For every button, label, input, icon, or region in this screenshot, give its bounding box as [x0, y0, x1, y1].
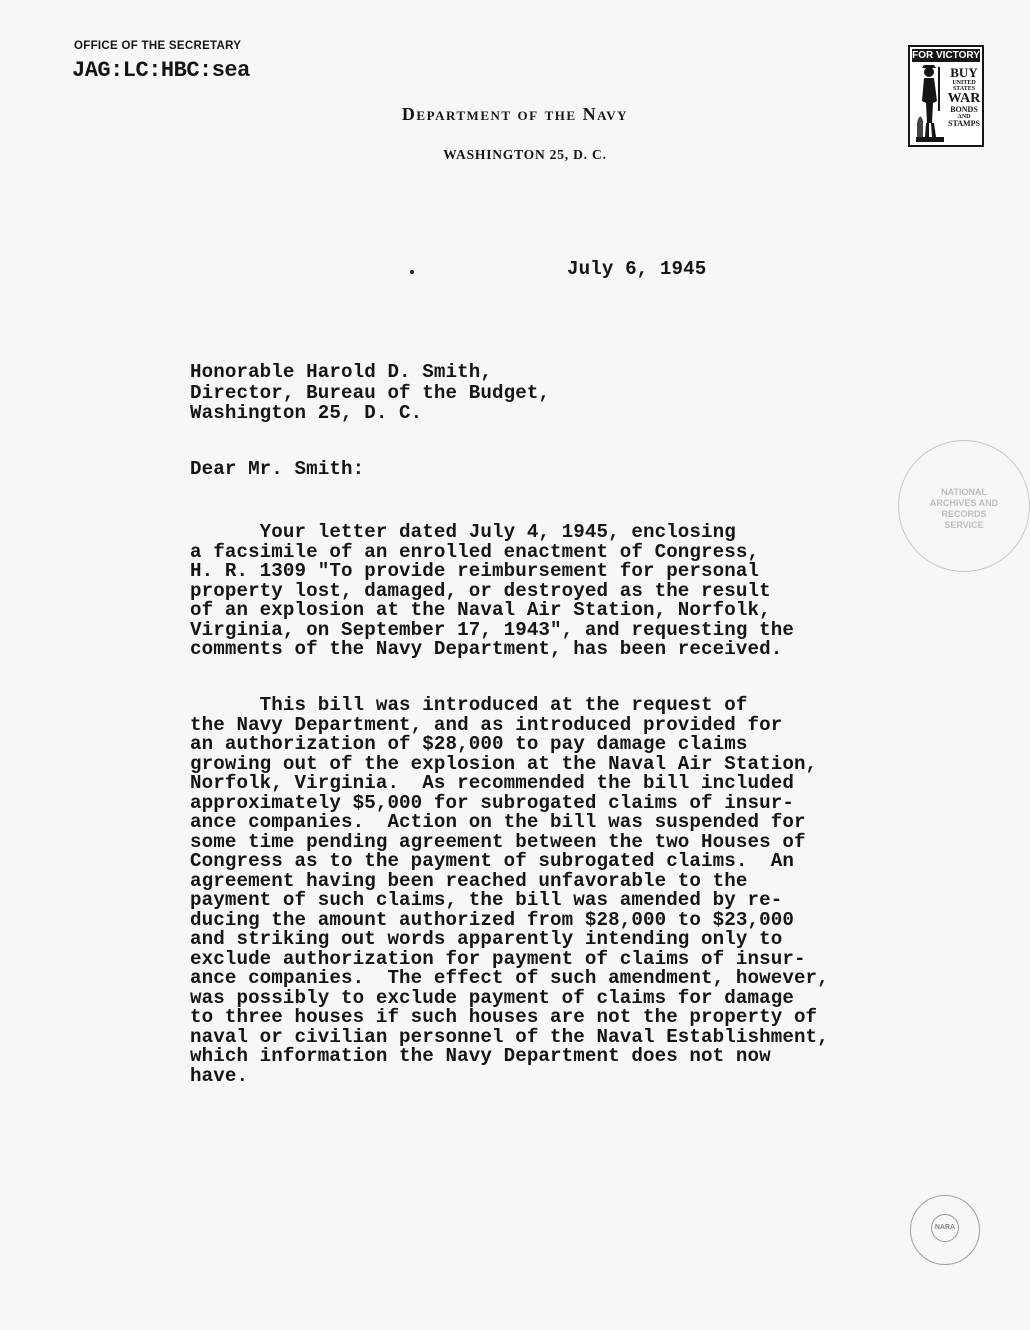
text-line: payment of such claims, the bill was amended by re- — [190, 889, 783, 911]
text-line: ance companies. The effect of such amendment, however, — [190, 967, 829, 989]
text-line: of an explosion at the Naval Air Station, Norfolk, — [190, 599, 771, 621]
text-line: a facsimile of an enrolled enactment of Congress, — [190, 540, 760, 563]
department-city: WASHINGTON 25, D. C. — [443, 147, 607, 162]
address-line: Washington 25, D. C. — [190, 402, 423, 424]
minuteman-figure-icon — [914, 63, 946, 143]
stamp-line: BONDS — [950, 105, 978, 114]
recipient-address — [190, 362, 550, 424]
reference-code: JAG:LC:HBC:sea — [72, 58, 250, 83]
seal-text: NARA — [931, 1214, 959, 1242]
text-line: naval or civilian personnel of the Naval Establishment, — [190, 1025, 829, 1048]
text-line: approximately $5,000 for subrogated claims of insur- — [190, 791, 794, 814]
seal-text: RECORDS — [941, 509, 987, 519]
text-line: H. R. 1309 "To provide reimbursement for personal — [190, 560, 760, 582]
office-label: OFFICE OF THE SECRETARY — [74, 40, 242, 52]
text-line: exclude authorization for payment of claims of insur- — [190, 947, 806, 970]
salutation: Dear Mr. Smith: — [190, 458, 365, 480]
text-line: ance companies. Action on the bill was suspended for — [190, 811, 806, 833]
department-name: Department of the Navy — [401, 104, 629, 124]
address-line: Director, Bureau of the Budget, — [190, 381, 551, 404]
text-line: the Navy Department, and as introduced provided for — [190, 713, 783, 736]
stamp-line: AND — [957, 114, 971, 120]
buy-bonds-text — [947, 66, 981, 128]
paragraph-2 — [190, 696, 829, 1086]
text-line: have. — [190, 1064, 249, 1087]
paragraph-1 — [190, 523, 794, 660]
text-line: Norfolk, Virginia. As recommended the bill included — [190, 772, 794, 794]
ink-dot — [410, 270, 414, 274]
archive-seal-stamp — [898, 440, 1030, 572]
text-line: an authorization of $28,000 to pay damage claims — [190, 733, 748, 755]
nara-seal-stamp — [910, 1195, 980, 1265]
text-line: Congress as to the payment of subrogated claims. An — [190, 850, 794, 872]
seal-text: SERVICE — [944, 520, 984, 530]
text-line: growing out of the explosion at the Naval Air Station, — [190, 752, 818, 775]
stamp-line: STAMPS — [948, 119, 980, 128]
letter-date: July 6, 1945 — [567, 258, 707, 280]
text-line: which information the Navy Department does not now — [190, 1045, 771, 1067]
seal-text: ARCHIVES AND — [929, 498, 999, 508]
stamp-line: UNITED STATES — [952, 80, 976, 92]
text-line: to three houses if such houses are not the property of — [190, 1006, 818, 1028]
war-bonds-stamp — [908, 45, 984, 147]
text-line: was possibly to exclude payment of claims for damage — [190, 986, 794, 1009]
text-line: Virginia, on September 17, 1943", and requesting the — [190, 618, 794, 641]
text-line: property lost, damaged, or destroyed as the result — [190, 579, 771, 602]
text-line: This bill was introduced at the request of — [190, 694, 748, 716]
address-line: Honorable Harold D. Smith, — [190, 361, 492, 383]
text-line: ducing the amount authorized from $28,000 to $23,000 — [190, 908, 794, 931]
stamp-line: BUY — [950, 65, 978, 80]
text-line: comments of the Navy Department, has been received. — [190, 638, 783, 660]
stamp-top-text: FOR VICTORY — [912, 50, 980, 61]
stamp-line: WAR — [947, 91, 981, 106]
seal-text: NATIONAL — [941, 487, 987, 497]
text-line: Your letter dated July 4, 1945, enclosing — [190, 521, 736, 543]
text-line: and striking out words apparently intending only to — [190, 928, 783, 950]
text-line: some time pending agreement between the two Houses of — [190, 830, 806, 853]
text-line: agreement having been reached unfavorable to the — [190, 869, 748, 892]
